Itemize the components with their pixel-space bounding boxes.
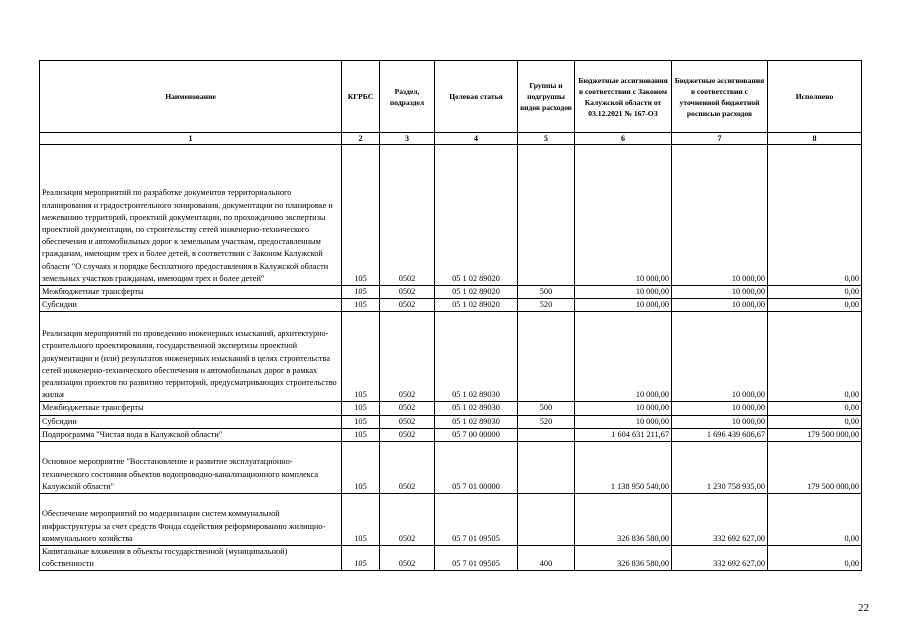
row-revised-allocation: 1 696 439 606,67 [672, 428, 768, 441]
row-law-allocation: 10 000,00 [575, 402, 672, 415]
row-target-article: 05 1 02 89020 [435, 145, 518, 286]
row-name: Реализация мероприятий по разработке документов территориального планирования и градостроительного зонирования, документации по планировке и межеванию территорий, проектной документации, по прохождению экспертизы проектной документации, по строительству сетей инженерно-технического обеспечения и автомобильных дорог к земельным участкам, предоставленным гражданам, имеющим трех и более детей, в соответствии с Законом Калужской области "О случаях и порядке бесплатного предоставления в Калужской области земельных участков гражданам, имеющим трех и более детей" [40, 145, 342, 286]
row-name: Основное мероприятие "Восстановление и развитие эксплуатационно-технического состояния объектов водопроводно-канализационного комплекса Калужской области" [40, 442, 342, 494]
row-expense-group: 500 [518, 286, 575, 299]
row-revised-allocation: 332 692 627,00 [672, 494, 768, 546]
row-name: Межбюджетные трансферты [40, 286, 342, 299]
row-section: 0502 [380, 415, 435, 428]
row-name: Капитальные вложения в объекты государственной (муниципальной) собственности [40, 546, 342, 571]
table-row [40, 299, 862, 312]
table-row [40, 415, 862, 428]
row-section: 0502 [380, 312, 435, 402]
column-number: 2 [342, 133, 380, 145]
row-executed: 0,00 [768, 299, 862, 312]
header-expense-group: Группы и подгруппы видов расходов [518, 61, 575, 133]
row-name: Обеспечение мероприятий по модернизации систем коммунальной инфраструктуры за счет средств Фонда содействия реформированию жилищно-коммунального хозяйства [40, 494, 342, 546]
row-name: Субсидии [40, 299, 342, 312]
column-number: 7 [672, 133, 768, 145]
row-law-allocation: 10 000,00 [575, 312, 672, 402]
header-row [40, 61, 862, 133]
row-executed: 0,00 [768, 546, 862, 571]
table-row [40, 494, 862, 546]
row-section: 0502 [380, 145, 435, 286]
row-target-article: 05 1 02 89020 [435, 299, 518, 312]
row-law-allocation: 326 836 580,00 [575, 546, 672, 571]
row-kgrbs: 105 [342, 494, 380, 546]
table-row [40, 286, 862, 299]
column-number: 5 [518, 133, 575, 145]
row-section: 0502 [380, 428, 435, 441]
row-law-allocation: 10 000,00 [575, 299, 672, 312]
row-executed: 0,00 [768, 312, 862, 402]
row-name: Субсидии [40, 415, 342, 428]
row-executed: 179 500 000,00 [768, 428, 862, 441]
row-revised-allocation: 10 000,00 [672, 145, 768, 286]
row-section: 0502 [380, 494, 435, 546]
row-section: 0502 [380, 402, 435, 415]
row-name: Подпрограмма "Чистая вода в Калужской области" [40, 428, 342, 441]
row-revised-allocation: 332 692 627,00 [672, 546, 768, 571]
row-executed: 0,00 [768, 494, 862, 546]
row-kgrbs: 105 [342, 299, 380, 312]
row-executed: 0,00 [768, 286, 862, 299]
row-target-article: 05 7 00 00000 [435, 428, 518, 441]
header-executed: Исполнено [768, 61, 862, 133]
row-expense-group: 520 [518, 299, 575, 312]
header-target-article: Целевая статья [435, 61, 518, 133]
column-number-row [40, 133, 862, 145]
row-law-allocation: 326 836 580,00 [575, 494, 672, 546]
table-row [40, 312, 862, 402]
header-kgrbs: КГРБС [342, 61, 380, 133]
row-name: Реализация мероприятий по проведению инженерных изысканий, архитектурно-строительного проектирования, государственной экспертизы проектной документации и (или) результатов инженерных изысканий в целях строительства сетей инженерно-технического обеспечения и автомобильных дорог в рамках реализации проектов по развитию территорий, предусматривающих строительство жилья [40, 312, 342, 402]
row-expense-group [518, 494, 575, 546]
row-target-article: 05 1 02 89030 [435, 312, 518, 402]
row-kgrbs: 105 [342, 442, 380, 494]
column-number: 1 [40, 133, 342, 145]
row-expense-group [518, 428, 575, 441]
row-law-allocation: 10 000,00 [575, 415, 672, 428]
row-kgrbs: 105 [342, 415, 380, 428]
column-number: 8 [768, 133, 862, 145]
column-number: 4 [435, 133, 518, 145]
row-law-allocation: 10 000,00 [575, 286, 672, 299]
row-target-article: 05 1 02 89020 [435, 286, 518, 299]
row-section: 0502 [380, 546, 435, 571]
page-number: 22 [858, 602, 869, 614]
row-revised-allocation: 10 000,00 [672, 415, 768, 428]
header-law-allocation: Бюджетные ассигнования в соответствии с Законом Калужской области от 03.12.2021 № 167-ОЗ [575, 61, 672, 133]
table-row [40, 546, 862, 571]
table-row [40, 402, 862, 415]
row-kgrbs: 105 [342, 145, 380, 286]
row-target-article: 05 7 01 00000 [435, 442, 518, 494]
row-kgrbs: 105 [342, 546, 380, 571]
row-kgrbs: 105 [342, 428, 380, 441]
row-target-article: 05 7 01 09505 [435, 494, 518, 546]
row-law-allocation: 1 604 631 211,67 [575, 428, 672, 441]
column-number: 6 [575, 133, 672, 145]
row-revised-allocation: 1 230 758 935,00 [672, 442, 768, 494]
row-law-allocation: 10 000,00 [575, 145, 672, 286]
row-section: 0502 [380, 442, 435, 494]
row-expense-group [518, 442, 575, 494]
row-target-article: 05 1 02 89030 [435, 402, 518, 415]
table-row [40, 428, 862, 441]
row-revised-allocation: 10 000,00 [672, 402, 768, 415]
row-section: 0502 [380, 286, 435, 299]
row-target-article: 05 7 01 09505 [435, 546, 518, 571]
row-expense-group: 520 [518, 415, 575, 428]
header-revised-allocation: Бюджетные ассигнования в соответствии с уточненной бюджетной росписью расходов [672, 61, 768, 133]
header-name: Наименование [40, 61, 342, 133]
row-expense-group [518, 312, 575, 402]
row-expense-group: 400 [518, 546, 575, 571]
row-revised-allocation: 10 000,00 [672, 286, 768, 299]
row-executed: 0,00 [768, 415, 862, 428]
table-row [40, 442, 862, 494]
budget-table [39, 60, 862, 571]
row-expense-group: 500 [518, 402, 575, 415]
row-executed: 0,00 [768, 402, 862, 415]
row-law-allocation: 1 138 950 540,00 [575, 442, 672, 494]
row-executed: 179 500 000,00 [768, 442, 862, 494]
row-section: 0502 [380, 299, 435, 312]
row-expense-group [518, 145, 575, 286]
table-row [40, 145, 862, 286]
column-number: 3 [380, 133, 435, 145]
row-revised-allocation: 10 000,00 [672, 299, 768, 312]
row-kgrbs: 105 [342, 312, 380, 402]
row-revised-allocation: 10 000,00 [672, 312, 768, 402]
row-name: Межбюджетные трансферты [40, 402, 342, 415]
row-target-article: 05 1 02 89030 [435, 415, 518, 428]
row-executed: 0,00 [768, 145, 862, 286]
header-section: Раздел, подраздел [380, 61, 435, 133]
row-kgrbs: 105 [342, 286, 380, 299]
row-kgrbs: 105 [342, 402, 380, 415]
